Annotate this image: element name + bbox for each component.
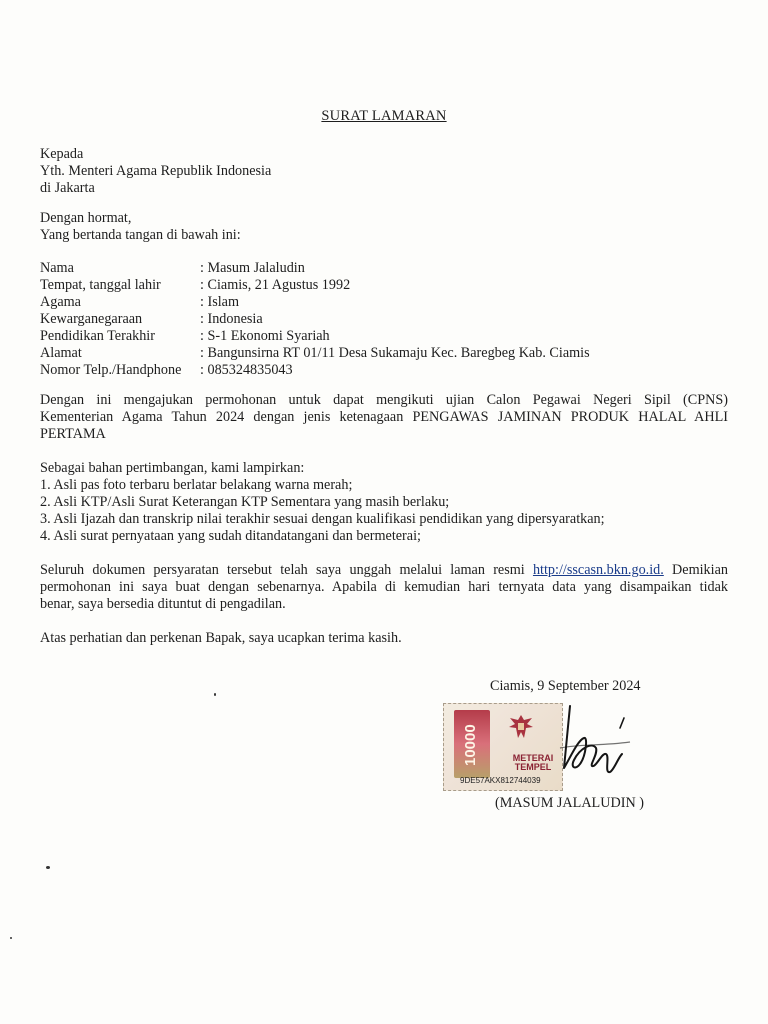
identity-row [40, 328, 590, 345]
recipient-line: Yth. Menteri Agama Republik Indonesia [40, 163, 272, 179]
identity-row [40, 345, 590, 362]
place-date: Ciamis, 9 September 2024 [490, 678, 641, 694]
paragraph-line [40, 562, 728, 579]
identity-value: : Indonesia [200, 311, 263, 327]
paragraph-line: Kementerian Agama Tahun 2024 dengan jenis ketenagaan PENGAWAS JAMINAN PRODUK HALAL AHLI [40, 409, 728, 425]
identity-row [40, 277, 590, 294]
greeting-line: Dengan hormat, [40, 210, 132, 226]
garuda-emblem-icon [506, 712, 536, 742]
paragraph-text: Seluruh dokumen persyaratan tersebut telah saya unggah melalui laman resmi [40, 562, 533, 578]
identity-label: Tempat, tanggal lahir [40, 277, 161, 293]
sscasn-link[interactable]: http://sscasn.bkn.go.id. [532, 562, 664, 578]
identity-row [40, 260, 590, 277]
attachment-item: 1. Asli pas foto terbaru berlatar belakang warna merah; [40, 477, 353, 493]
attachments-block [40, 460, 605, 545]
letter-title: SURAT LAMARAN [321, 108, 447, 124]
attachment-item: 3. Asli Ijazah dan transkrip nilai terakhir sesuai dengan kualifikasi pendidikan yang dipersyaratkan; [40, 511, 605, 527]
identity-value: : 085324835043 [200, 362, 293, 378]
greeting-line: Yang bertanda tangan di bawah ini: [40, 227, 241, 243]
identity-row [40, 311, 590, 328]
identity-value: : Ciamis, 21 Agustus 1992 [200, 277, 351, 293]
paragraph-line: PERTAMA [40, 426, 106, 442]
stamp-label-line: TEMPEL [514, 762, 552, 772]
identity-label: Nama [40, 260, 74, 276]
identity-row [40, 294, 590, 311]
paragraph-line: permohonan ini saya buat dengan sebenarnya. Apabila di kemudian hari ternyata data yang disampaikan tidak [40, 579, 728, 595]
thanks-line: Atas perhatian dan perkenan Bapak, saya ucapkan terima kasih. [40, 630, 402, 646]
identity-value: : Islam [200, 294, 240, 310]
paragraph-text: Demikian [663, 562, 728, 578]
identity-label: Pendidikan Terakhir [40, 328, 155, 344]
attachments-intro: Sebagai bahan pertimbangan, kami lampirkan: [40, 460, 305, 476]
identity-table [40, 260, 590, 379]
signer-name: (MASUM JALALUDIN ) [495, 795, 644, 811]
greeting-block [40, 210, 241, 244]
identity-value: : S-1 Ekonomi Syariah [200, 328, 330, 344]
attachment-item: 4. Asli surat pernyataan yang sudah ditandatangani dan bermeterai; [40, 528, 421, 544]
identity-label: Kewarganegaraan [40, 311, 143, 327]
handwritten-signature [540, 698, 640, 793]
recipient-line: Kepada [40, 146, 84, 162]
identity-label: Nomor Telp./Handphone [40, 362, 182, 378]
identity-value: : Masum Jalaludin [200, 260, 305, 276]
identity-label: Alamat [40, 345, 82, 361]
application-paragraph [40, 392, 728, 443]
attachment-item: 2. Asli KTP/Asli Surat Keterangan KTP Sementara yang masih berlaku; [40, 494, 450, 510]
paragraph-line: Dengan ini mengajukan permohonan untuk dapat mengikuti ujian Calon Pegawai Negeri Sipil (CPNS) [40, 392, 728, 408]
recipient-line: di Jakarta [40, 180, 95, 196]
stamp-serial: 9DE57AKX812744039 [460, 776, 541, 785]
scan-speck [10, 937, 12, 939]
identity-value: : Bangunsirna RT 01/11 Desa Sukamaju Kec. Baregbeg Kab. Ciamis [200, 345, 590, 361]
scan-speck [214, 693, 216, 696]
closing-paragraph [40, 562, 728, 613]
recipient-block [40, 146, 271, 197]
stamp-amount: 10000 [462, 724, 479, 766]
paragraph-line: benar, saya bersedia dituntut di pengadilan. [40, 596, 286, 612]
identity-row [40, 362, 590, 379]
identity-label: Agama [40, 294, 81, 310]
scan-speck [46, 866, 50, 869]
stamp-label-line: METERAI [512, 753, 554, 763]
